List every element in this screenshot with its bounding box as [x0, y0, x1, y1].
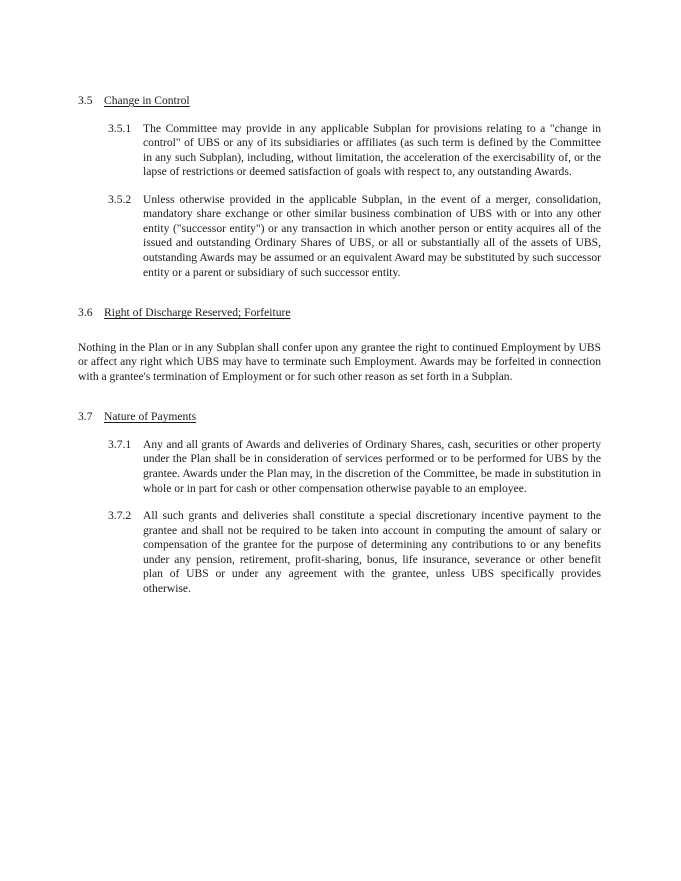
section-heading-3-7 — [78, 410, 601, 425]
section-title: Change in Control — [104, 94, 190, 107]
clause-number: 3.5.1 — [108, 121, 132, 135]
clause-3-5-2 — [78, 193, 601, 280]
clause-3-7-1 — [78, 438, 601, 496]
clause-number: 3.5.2 — [108, 192, 132, 206]
section-number: 3.5 — [78, 94, 93, 107]
section-heading-3-6 — [78, 306, 601, 321]
clause-text: The Committee may provide in any applicable Subplan for provisions relating to a "change in control" of UBS or any of its subsidiaries or affiliates (as such term is defined by the Committee in any such Subplan), including, without limitation, the acceleration of the exercisability of, or the lapse of restrictions or deemed satisfaction of goals with respect to, any outstanding Awards. — [143, 121, 601, 179]
section-title: Nature of Payments — [104, 410, 197, 424]
clause-number: 3.7.1 — [108, 437, 132, 451]
section-3-6 — [78, 306, 601, 384]
section-title: Right of Discharge Reserved; Forfeiture — [104, 306, 291, 320]
section-3-5 — [78, 94, 601, 280]
section-number: 3.7 — [78, 410, 93, 424]
section-heading-3-5 — [78, 94, 601, 109]
clause-text: Any and all grants of Awards and deliveries of Ordinary Shares, cash, securities or other property under the Plan shall be in consideration of services performed or to be performed for UBS by the grantee. Awards under the Plan may, in the discretion of the Committee, be made in substitution in whole or in part for cash or other compensation otherwise payable to an employee. — [143, 437, 601, 495]
section-number: 3.6 — [78, 306, 93, 320]
document-body — [78, 94, 601, 596]
clause-number: 3.7.2 — [108, 509, 132, 523]
section-3-6-paragraph: Nothing in the Plan or in any Subplan shall confer upon any grantee the right to continued Employment by UBS or affect any right which UBS may have to terminate such Employment. Awards may be forfeited in connection with a grantee's termination of Employment or for such other reason as set forth in a Subplan. — [78, 340, 601, 383]
clause-3-5-1 — [78, 122, 601, 180]
clause-3-7-2 — [78, 509, 601, 596]
clause-text: Unless otherwise provided in the applicable Subplan, in the event of a merger, consolidation, mandatory share exchange or other similar business combination of UBS with or into any other entity ("successor entity") or any transaction in which another person or entity acquires all of the issued and outstanding Ordinary Shares of UBS, or all or substantially all of the assets of UBS, outstanding Awards may be assumed or an equivalent Award may be substituted by such successor entity or a parent or subsidiary of such successor entity. — [143, 192, 601, 279]
section-3-7 — [78, 410, 601, 596]
clause-text: All such grants and deliveries shall constitute a special discretionary incentive payment to the grantee and shall not be required to be taken into account in computing the amount of salary or compensation of the grantee for the purpose of determining any contributions to or any benefits under any pension, retirement, profit-sharing, bonus, life insurance, severance or other benefit plan of UBS or under any agreement with the grantee, unless UBS specifically provides otherwise. — [143, 509, 601, 595]
